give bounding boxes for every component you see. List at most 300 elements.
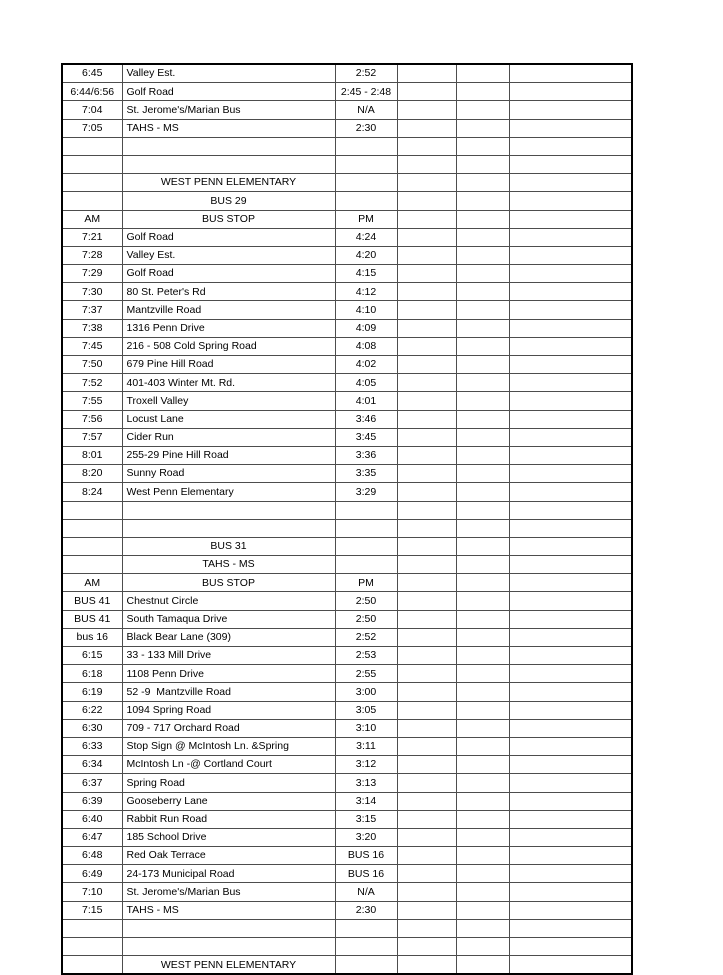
cell-am: 6:40 bbox=[62, 810, 122, 828]
cell-empty-2 bbox=[456, 228, 509, 246]
cell-empty-1 bbox=[397, 865, 456, 883]
cell-empty-2 bbox=[456, 301, 509, 319]
cell-empty-2 bbox=[456, 883, 509, 901]
cell-pm: 2:30 bbox=[335, 901, 397, 919]
cell-am: 7:45 bbox=[62, 337, 122, 355]
cell-empty-2 bbox=[456, 665, 509, 683]
cell-bus-stop: Valley Est. bbox=[122, 64, 335, 83]
table-row bbox=[62, 119, 632, 137]
cell-empty-3 bbox=[509, 301, 632, 319]
cell-empty-3 bbox=[509, 628, 632, 646]
cell-bus-stop: 679 Pine Hill Road bbox=[122, 356, 335, 374]
cell-empty-2 bbox=[456, 592, 509, 610]
bus-schedule-body bbox=[62, 64, 632, 974]
cell-pm: 3:46 bbox=[335, 410, 397, 428]
cell-am: BUS 41 bbox=[62, 592, 122, 610]
table-row bbox=[62, 101, 632, 119]
cell-bus-stop: Cider Run bbox=[122, 428, 335, 446]
table-row bbox=[62, 592, 632, 610]
cell-empty-1 bbox=[397, 174, 456, 192]
cell-am: 7:37 bbox=[62, 301, 122, 319]
cell-empty-1 bbox=[397, 537, 456, 555]
cell-empty-1 bbox=[397, 756, 456, 774]
cell-bus-stop: Golf Road bbox=[122, 83, 335, 101]
cell-bus-stop: 52 -9 Mantzville Road bbox=[122, 683, 335, 701]
cell-pm: N/A bbox=[335, 883, 397, 901]
cell-bus-stop: 24-173 Municipal Road bbox=[122, 865, 335, 883]
cell-bus-stop: South Tamaqua Drive bbox=[122, 610, 335, 628]
table-row bbox=[62, 847, 632, 865]
cell-am: 7:21 bbox=[62, 228, 122, 246]
cell-empty-3 bbox=[509, 810, 632, 828]
cell-empty-1 bbox=[397, 701, 456, 719]
cell-empty-2 bbox=[456, 956, 509, 975]
cell-am: 6:49 bbox=[62, 865, 122, 883]
cell-am: 7:04 bbox=[62, 101, 122, 119]
cell-empty-1 bbox=[397, 119, 456, 137]
cell-empty-3 bbox=[509, 556, 632, 574]
cell-pm: 2:30 bbox=[335, 119, 397, 137]
table-row bbox=[62, 574, 632, 592]
cell-empty-1 bbox=[397, 792, 456, 810]
cell-empty-3 bbox=[509, 665, 632, 683]
cell-empty-1 bbox=[397, 410, 456, 428]
cell-empty-1 bbox=[397, 737, 456, 755]
cell-am: 6:47 bbox=[62, 828, 122, 846]
cell-pm bbox=[335, 192, 397, 210]
cell-am bbox=[62, 137, 122, 155]
cell-empty-2 bbox=[456, 319, 509, 337]
cell-section-title: BUS 29 bbox=[122, 192, 335, 210]
table-row bbox=[62, 556, 632, 574]
cell-am bbox=[62, 938, 122, 956]
cell-empty-3 bbox=[509, 883, 632, 901]
cell-pm bbox=[335, 137, 397, 155]
cell-empty-2 bbox=[456, 756, 509, 774]
table-row bbox=[62, 610, 632, 628]
cell-bus-stop bbox=[122, 501, 335, 519]
cell-am bbox=[62, 519, 122, 537]
cell-pm: 2:50 bbox=[335, 610, 397, 628]
cell-bus-stop: St. Jerome's/Marian Bus bbox=[122, 883, 335, 901]
cell-am: 6:15 bbox=[62, 647, 122, 665]
cell-empty-3 bbox=[509, 174, 632, 192]
cell-bus-stop: Rabbit Run Road bbox=[122, 810, 335, 828]
cell-empty-2 bbox=[456, 774, 509, 792]
cell-empty-2 bbox=[456, 537, 509, 555]
cell-bus-stop: McIntosh Ln -@ Cortland Court bbox=[122, 756, 335, 774]
cell-empty-2 bbox=[456, 683, 509, 701]
cell-empty-3 bbox=[509, 137, 632, 155]
cell-empty-3 bbox=[509, 501, 632, 519]
cell-empty-2 bbox=[456, 483, 509, 501]
cell-empty-3 bbox=[509, 283, 632, 301]
cell-bus-stop: Chestnut Circle bbox=[122, 592, 335, 610]
cell-empty-1 bbox=[397, 246, 456, 264]
cell-bus-stop: St. Jerome's/Marian Bus bbox=[122, 101, 335, 119]
cell-empty-3 bbox=[509, 938, 632, 956]
cell-empty-2 bbox=[456, 192, 509, 210]
table-row bbox=[62, 810, 632, 828]
cell-pm bbox=[335, 956, 397, 975]
cell-am: 7:15 bbox=[62, 901, 122, 919]
cell-bus-stop: Troxell Valley bbox=[122, 392, 335, 410]
cell-bus-stop bbox=[122, 938, 335, 956]
cell-empty-2 bbox=[456, 83, 509, 101]
cell-empty-1 bbox=[397, 465, 456, 483]
cell-empty-1 bbox=[397, 610, 456, 628]
cell-am: 6:33 bbox=[62, 737, 122, 755]
cell-bus-stop: Golf Road bbox=[122, 228, 335, 246]
table-row bbox=[62, 465, 632, 483]
cell-am: 7:50 bbox=[62, 356, 122, 374]
cell-bus-stop: TAHS - MS bbox=[122, 901, 335, 919]
cell-bus-stop: West Penn Elementary bbox=[122, 483, 335, 501]
table-row bbox=[62, 501, 632, 519]
cell-bus-stop: 1094 Spring Road bbox=[122, 701, 335, 719]
cell-am: 6:37 bbox=[62, 774, 122, 792]
cell-bus-stop: 401-403 Winter Mt. Rd. bbox=[122, 374, 335, 392]
cell-empty-1 bbox=[397, 883, 456, 901]
cell-am: 7:52 bbox=[62, 374, 122, 392]
cell-empty-3 bbox=[509, 374, 632, 392]
cell-pm bbox=[335, 938, 397, 956]
cell-empty-1 bbox=[397, 265, 456, 283]
cell-pm: PM bbox=[335, 210, 397, 228]
table-row bbox=[62, 410, 632, 428]
table-row bbox=[62, 174, 632, 192]
cell-am: AM bbox=[62, 574, 122, 592]
cell-empty-1 bbox=[397, 83, 456, 101]
table-row bbox=[62, 283, 632, 301]
cell-empty-3 bbox=[509, 337, 632, 355]
cell-pm: 3:13 bbox=[335, 774, 397, 792]
cell-am bbox=[62, 174, 122, 192]
table-row bbox=[62, 192, 632, 210]
cell-bus-stop: Gooseberry Lane bbox=[122, 792, 335, 810]
cell-empty-3 bbox=[509, 865, 632, 883]
cell-pm: 3:36 bbox=[335, 446, 397, 464]
cell-pm bbox=[335, 556, 397, 574]
cell-empty-3 bbox=[509, 265, 632, 283]
table-row bbox=[62, 246, 632, 264]
cell-pm: 3:12 bbox=[335, 756, 397, 774]
cell-bus-stop: 709 - 717 Orchard Road bbox=[122, 719, 335, 737]
table-row bbox=[62, 265, 632, 283]
cell-pm: 3:29 bbox=[335, 483, 397, 501]
cell-am: 7:30 bbox=[62, 283, 122, 301]
cell-empty-3 bbox=[509, 101, 632, 119]
cell-empty-3 bbox=[509, 83, 632, 101]
cell-pm bbox=[335, 501, 397, 519]
cell-empty-1 bbox=[397, 210, 456, 228]
cell-empty-2 bbox=[456, 828, 509, 846]
cell-empty-2 bbox=[456, 356, 509, 374]
cell-am: 8:20 bbox=[62, 465, 122, 483]
cell-empty-2 bbox=[456, 628, 509, 646]
table-row bbox=[62, 210, 632, 228]
cell-empty-3 bbox=[509, 610, 632, 628]
cell-pm: 2:53 bbox=[335, 647, 397, 665]
cell-empty-2 bbox=[456, 847, 509, 865]
table-row bbox=[62, 301, 632, 319]
cell-am: bus 16 bbox=[62, 628, 122, 646]
cell-bus-stop: Black Bear Lane (309) bbox=[122, 628, 335, 646]
cell-pm: BUS 16 bbox=[335, 847, 397, 865]
cell-empty-2 bbox=[456, 410, 509, 428]
cell-pm: 3:45 bbox=[335, 428, 397, 446]
cell-empty-2 bbox=[456, 465, 509, 483]
cell-pm bbox=[335, 519, 397, 537]
cell-empty-3 bbox=[509, 701, 632, 719]
table-row bbox=[62, 792, 632, 810]
cell-empty-3 bbox=[509, 574, 632, 592]
cell-bus-stop: Stop Sign @ McIntosh Ln. &Spring bbox=[122, 737, 335, 755]
cell-section-title: BUS STOP bbox=[122, 210, 335, 228]
table-row bbox=[62, 537, 632, 555]
cell-pm: 2:50 bbox=[335, 592, 397, 610]
table-row bbox=[62, 901, 632, 919]
cell-section-title: WEST PENN ELEMENTARY bbox=[122, 956, 335, 975]
cell-am: 6:22 bbox=[62, 701, 122, 719]
table-row bbox=[62, 774, 632, 792]
cell-section-title: BUS STOP bbox=[122, 574, 335, 592]
cell-bus-stop: 1316 Penn Drive bbox=[122, 319, 335, 337]
cell-pm: 3:11 bbox=[335, 737, 397, 755]
cell-pm: 4:20 bbox=[335, 246, 397, 264]
cell-am: 6:39 bbox=[62, 792, 122, 810]
cell-empty-3 bbox=[509, 792, 632, 810]
cell-pm: 2:45 - 2:48 bbox=[335, 83, 397, 101]
cell-pm: 3:20 bbox=[335, 828, 397, 846]
table-row bbox=[62, 64, 632, 83]
cell-empty-2 bbox=[456, 174, 509, 192]
cell-am: 7:57 bbox=[62, 428, 122, 446]
cell-empty-1 bbox=[397, 337, 456, 355]
cell-empty-1 bbox=[397, 446, 456, 464]
cell-am bbox=[62, 537, 122, 555]
cell-section-title: BUS 31 bbox=[122, 537, 335, 555]
cell-empty-3 bbox=[509, 356, 632, 374]
cell-empty-2 bbox=[456, 610, 509, 628]
cell-pm: 2:55 bbox=[335, 665, 397, 683]
cell-empty-1 bbox=[397, 556, 456, 574]
cell-empty-3 bbox=[509, 446, 632, 464]
cell-empty-1 bbox=[397, 501, 456, 519]
cell-bus-stop: 255-29 Pine Hill Road bbox=[122, 446, 335, 464]
table-row bbox=[62, 428, 632, 446]
cell-empty-2 bbox=[456, 810, 509, 828]
cell-section-title: TAHS - MS bbox=[122, 556, 335, 574]
table-row bbox=[62, 356, 632, 374]
cell-empty-3 bbox=[509, 901, 632, 919]
cell-empty-3 bbox=[509, 774, 632, 792]
cell-am: 7:38 bbox=[62, 319, 122, 337]
cell-bus-stop: Locust Lane bbox=[122, 410, 335, 428]
cell-empty-3 bbox=[509, 410, 632, 428]
cell-am: 7:10 bbox=[62, 883, 122, 901]
cell-empty-1 bbox=[397, 301, 456, 319]
cell-bus-stop: Spring Road bbox=[122, 774, 335, 792]
cell-am: 6:34 bbox=[62, 756, 122, 774]
table-row bbox=[62, 956, 632, 975]
cell-bus-stop: Golf Road bbox=[122, 265, 335, 283]
cell-empty-3 bbox=[509, 465, 632, 483]
cell-empty-1 bbox=[397, 374, 456, 392]
cell-section-title: WEST PENN ELEMENTARY bbox=[122, 174, 335, 192]
cell-empty-2 bbox=[456, 101, 509, 119]
cell-empty-2 bbox=[456, 501, 509, 519]
table-row bbox=[62, 683, 632, 701]
cell-am: 8:01 bbox=[62, 446, 122, 464]
cell-pm: BUS 16 bbox=[335, 865, 397, 883]
cell-empty-3 bbox=[509, 483, 632, 501]
table-row bbox=[62, 647, 632, 665]
table-row bbox=[62, 665, 632, 683]
cell-empty-2 bbox=[456, 246, 509, 264]
cell-empty-1 bbox=[397, 428, 456, 446]
cell-am bbox=[62, 501, 122, 519]
cell-am: 6:19 bbox=[62, 683, 122, 701]
cell-pm: 3:14 bbox=[335, 792, 397, 810]
cell-pm: 4:15 bbox=[335, 265, 397, 283]
cell-pm bbox=[335, 537, 397, 555]
cell-empty-1 bbox=[397, 64, 456, 83]
cell-bus-stop: 33 - 133 Mill Drive bbox=[122, 647, 335, 665]
cell-empty-1 bbox=[397, 356, 456, 374]
cell-empty-1 bbox=[397, 519, 456, 537]
cell-empty-3 bbox=[509, 519, 632, 537]
cell-bus-stop: Red Oak Terrace bbox=[122, 847, 335, 865]
cell-bus-stop: 185 School Drive bbox=[122, 828, 335, 846]
cell-am: 6:44/6:56 bbox=[62, 83, 122, 101]
cell-empty-2 bbox=[456, 210, 509, 228]
cell-empty-2 bbox=[456, 556, 509, 574]
cell-empty-2 bbox=[456, 64, 509, 83]
cell-empty-1 bbox=[397, 574, 456, 592]
cell-empty-1 bbox=[397, 665, 456, 683]
cell-empty-1 bbox=[397, 392, 456, 410]
cell-empty-2 bbox=[456, 865, 509, 883]
table-row bbox=[62, 83, 632, 101]
cell-empty-3 bbox=[509, 228, 632, 246]
cell-empty-1 bbox=[397, 828, 456, 846]
cell-empty-1 bbox=[397, 847, 456, 865]
cell-empty-3 bbox=[509, 756, 632, 774]
cell-empty-2 bbox=[456, 647, 509, 665]
table-row bbox=[62, 865, 632, 883]
cell-pm: 2:52 bbox=[335, 628, 397, 646]
cell-empty-3 bbox=[509, 847, 632, 865]
cell-am: 7:29 bbox=[62, 265, 122, 283]
cell-bus-stop: 216 - 508 Cold Spring Road bbox=[122, 337, 335, 355]
cell-empty-2 bbox=[456, 938, 509, 956]
cell-empty-1 bbox=[397, 155, 456, 173]
table-row bbox=[62, 519, 632, 537]
cell-pm: 3:35 bbox=[335, 465, 397, 483]
cell-bus-stop: Mantzville Road bbox=[122, 301, 335, 319]
table-row bbox=[62, 756, 632, 774]
cell-pm: 4:01 bbox=[335, 392, 397, 410]
cell-empty-3 bbox=[509, 683, 632, 701]
cell-am: 6:45 bbox=[62, 64, 122, 83]
cell-empty-3 bbox=[509, 210, 632, 228]
cell-pm: 4:10 bbox=[335, 301, 397, 319]
cell-empty-1 bbox=[397, 647, 456, 665]
cell-empty-3 bbox=[509, 537, 632, 555]
table-row bbox=[62, 446, 632, 464]
cell-am: 7:28 bbox=[62, 246, 122, 264]
cell-empty-3 bbox=[509, 319, 632, 337]
cell-empty-2 bbox=[456, 901, 509, 919]
cell-pm: PM bbox=[335, 574, 397, 592]
cell-bus-stop: TAHS - MS bbox=[122, 119, 335, 137]
table-row bbox=[62, 137, 632, 155]
cell-empty-2 bbox=[456, 119, 509, 137]
cell-empty-2 bbox=[456, 374, 509, 392]
table-row bbox=[62, 701, 632, 719]
cell-empty-3 bbox=[509, 956, 632, 975]
cell-empty-3 bbox=[509, 828, 632, 846]
cell-empty-3 bbox=[509, 647, 632, 665]
cell-pm: 4:24 bbox=[335, 228, 397, 246]
cell-empty-3 bbox=[509, 119, 632, 137]
cell-am: 6:18 bbox=[62, 665, 122, 683]
cell-empty-3 bbox=[509, 246, 632, 264]
cell-am: AM bbox=[62, 210, 122, 228]
table-row bbox=[62, 374, 632, 392]
cell-empty-2 bbox=[456, 574, 509, 592]
cell-empty-3 bbox=[509, 64, 632, 83]
cell-am: 7:05 bbox=[62, 119, 122, 137]
cell-empty-1 bbox=[397, 592, 456, 610]
cell-pm: 3:10 bbox=[335, 719, 397, 737]
cell-pm: 4:12 bbox=[335, 283, 397, 301]
cell-pm: 4:05 bbox=[335, 374, 397, 392]
cell-empty-1 bbox=[397, 719, 456, 737]
cell-empty-1 bbox=[397, 628, 456, 646]
cell-empty-1 bbox=[397, 228, 456, 246]
cell-pm: 4:09 bbox=[335, 319, 397, 337]
cell-bus-stop: Valley Est. bbox=[122, 246, 335, 264]
cell-empty-1 bbox=[397, 810, 456, 828]
cell-empty-3 bbox=[509, 737, 632, 755]
cell-empty-2 bbox=[456, 137, 509, 155]
cell-empty-3 bbox=[509, 428, 632, 446]
table-row bbox=[62, 938, 632, 956]
cell-empty-1 bbox=[397, 956, 456, 975]
cell-empty-2 bbox=[456, 719, 509, 737]
cell-am bbox=[62, 556, 122, 574]
cell-empty-2 bbox=[456, 519, 509, 537]
cell-pm bbox=[335, 174, 397, 192]
bus-schedule-table bbox=[61, 63, 633, 975]
cell-bus-stop: 1108 Penn Drive bbox=[122, 665, 335, 683]
cell-am bbox=[62, 956, 122, 975]
cell-bus-stop: 80 St. Peter's Rd bbox=[122, 283, 335, 301]
cell-pm: 4:08 bbox=[335, 337, 397, 355]
cell-empty-1 bbox=[397, 774, 456, 792]
cell-empty-1 bbox=[397, 319, 456, 337]
cell-empty-2 bbox=[456, 283, 509, 301]
cell-empty-3 bbox=[509, 192, 632, 210]
cell-am: 8:24 bbox=[62, 483, 122, 501]
cell-am: BUS 41 bbox=[62, 610, 122, 628]
cell-empty-2 bbox=[456, 701, 509, 719]
cell-empty-2 bbox=[456, 155, 509, 173]
cell-empty-1 bbox=[397, 901, 456, 919]
table-row bbox=[62, 883, 632, 901]
